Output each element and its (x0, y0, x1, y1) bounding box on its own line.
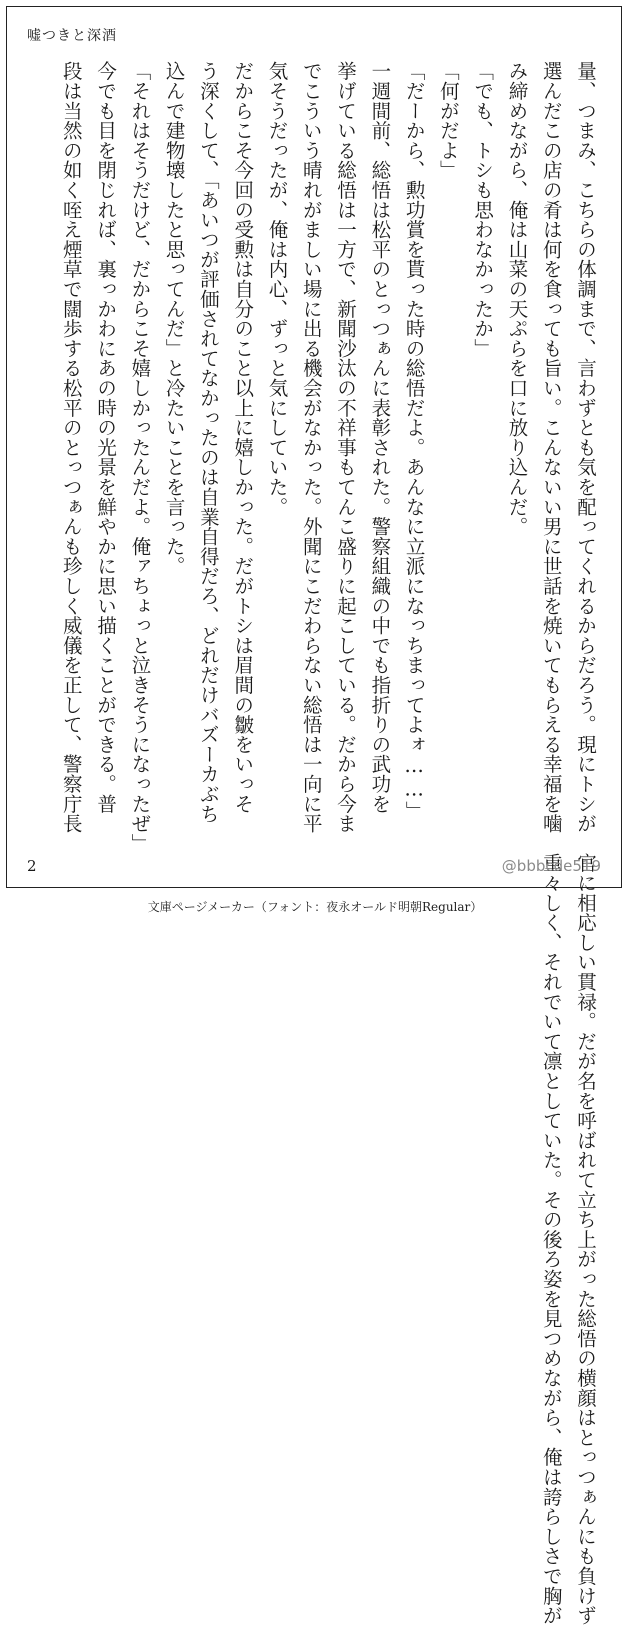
text-line: う深くして、「あいつが評価されてなかったのは自業自得だろ、どれだけバズーカぶち (196, 61, 220, 824)
book-title: 嘘つきと深酒 (27, 28, 117, 44)
text-line: 挙げている総悟は一方で、新聞沙汰の不祥事もてんこ盛りに起こしている。だから今ま (334, 61, 358, 834)
page-number: 2 (27, 857, 37, 875)
text-line: み締めながら、俺は山菜の天ぷらを口に放り込んだ。 (505, 61, 529, 537)
text-line: 一週間前、総悟は松平のとっつぁんに表彰された。警察組織の中でも指折りの武功を (368, 61, 392, 814)
text-line: 重々しく、それでいて凛としていた。その後ろ姿を見つめながら、俺は誇らしさで胸が (539, 853, 563, 1625)
text-line: 「それはそうだけど、だからこそ嬉しかったんだよ。俺ァちょっと泣きそうになったぜ」 (128, 61, 152, 853)
generator-credit: 文庫ページメーカー（フォント：夜永オールド明朝Regular） (147, 900, 483, 914)
text-line: 「何がだよ」 (436, 61, 460, 180)
text-line: でこういう晴れがましい場に出る機会がなかった。外聞にこだわらない総悟は一向に平 (299, 61, 323, 834)
text-line: 「でも、トシも思わなかったか」 (471, 61, 495, 358)
text-line: 段は当然の如く咥え煙草で闊歩する松平のとっつぁんも珍しく威儀を正して、警察庁長 (59, 61, 83, 834)
text-line: 量、つまみ、こちらの体調まで、言わずとも気を配ってくれるからだろう。現にトシが (574, 61, 597, 834)
text-line: 「だーから、勲功賞を貰った時の総悟だよ。あんなに立派になっちまってよォ……」 (402, 61, 426, 821)
text-line: 官に相応しい貫禄。だが名を呼ばれて立ち上がった総悟の横顔はとっつぁんにも負けず (574, 853, 597, 1625)
author-handle: @bbbcde519 (501, 857, 601, 875)
text-line: 今でも目を閉じれば、裏っかわにあの時の光景を鮮やかに思い描くことができる。普 (94, 61, 118, 814)
text-line: だからこそ今回の受勲は自分のこと以上に嬉しかった。だがトシは眉間の皺をいっそ (231, 61, 255, 814)
text-line: 気そうだったが、俺は内心、ずっと気にしていた。 (265, 61, 289, 517)
text-line: 込んで建物壊したと思ってんだ」と冷たいことを言った。 (162, 61, 186, 576)
text-line: 選んだこの店の肴は何を食っても旨い。こんないい男に世話を焼いてもらえる幸福を噛 (539, 61, 563, 834)
